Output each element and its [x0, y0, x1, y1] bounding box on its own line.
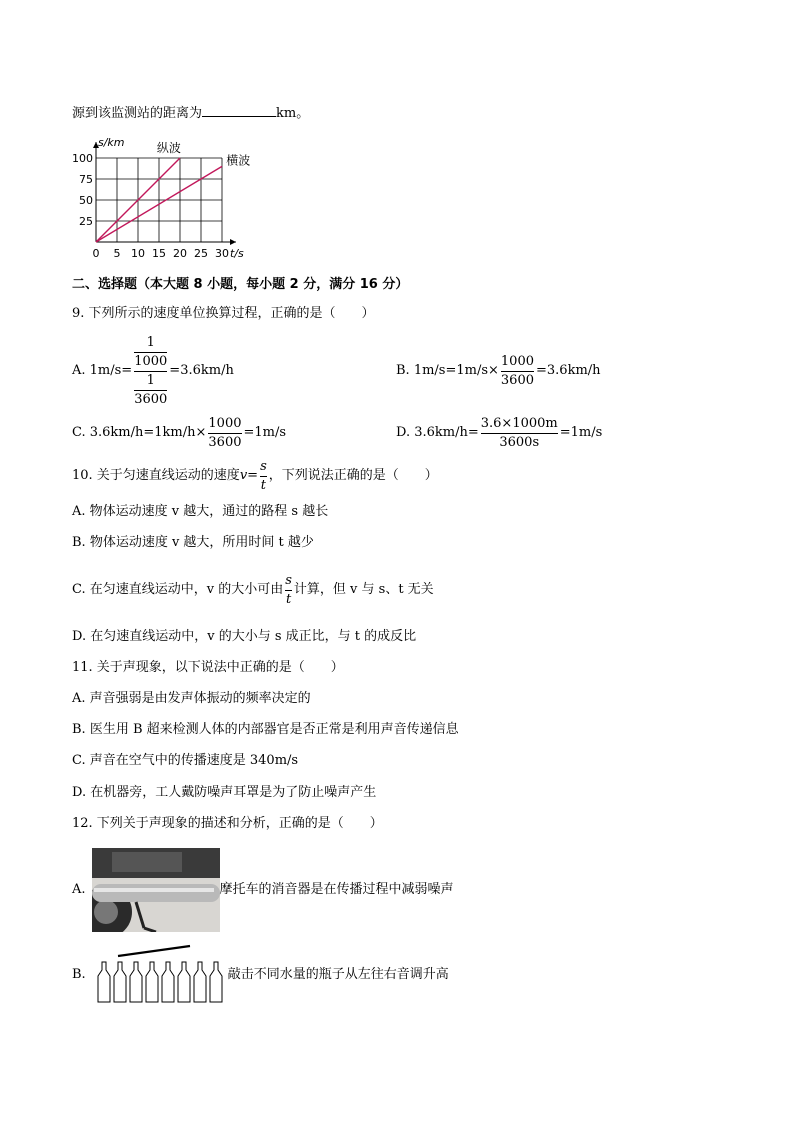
y-tick-label: 75	[79, 173, 93, 186]
x-tick-label: 25	[194, 247, 208, 260]
q9-a-top-den: 1000	[134, 353, 168, 369]
q9-b-den: 3600	[500, 372, 534, 388]
q12-b-text: 敲击不同水量的瓶子从左往右音调升高	[227, 967, 449, 982]
x-axis-label: t/s	[230, 247, 244, 260]
q9-c-pre: C. 3.6km/h=1km/h×	[72, 425, 207, 440]
q12-stem: 12. 下列关于声现象的描述和分析，正确的是（ ）	[72, 816, 383, 831]
q9-d-den: 3600s	[499, 434, 540, 450]
q12-a-text: 摩托车的消音器是在传播过程中减弱噪声	[219, 882, 454, 897]
q9-a-pre: A. 1m/s=	[72, 363, 133, 378]
q9-c-post: =1m/s	[243, 425, 287, 440]
q12-option-b[interactable]	[72, 942, 449, 1006]
x-tick-label: 5	[113, 247, 121, 260]
q10-c-t: t	[285, 591, 292, 607]
bottle	[210, 962, 222, 1002]
q10-stem-post: ，下列说法正确的是（ ）	[268, 468, 438, 483]
intro-unit: km。	[276, 106, 310, 121]
q9-b-num: 1000	[500, 353, 534, 369]
q10-option-d[interactable]: D. 在匀速直线运动中，v 的大小与 s 成正比，与 t 的成反比	[72, 629, 417, 644]
x-tick-label: 30	[215, 247, 229, 260]
q9-a-bot-den: 3600	[134, 391, 168, 407]
q9-option-c[interactable]	[72, 413, 286, 453]
wave-distance-time-chart	[70, 138, 260, 268]
bottle	[114, 962, 126, 1002]
q9-b-pre: B. 1m/s=1m/s×	[396, 363, 499, 378]
x-tick-label: 15	[152, 247, 166, 260]
q10-stem-pre: 10. 关于匀速直线运动的速度	[72, 468, 240, 483]
q9-a-top-num: 1	[146, 334, 155, 350]
y-tick-label: 100	[72, 152, 93, 165]
q9-stem: 9. 下列所示的速度单位换算过程，正确的是（ ）	[72, 306, 375, 321]
q9-d-post: =1m/s	[559, 425, 603, 440]
q11-option-a[interactable]: A. 声音强弱是由发声体振动的频率决定的	[72, 691, 311, 706]
bottle	[178, 962, 190, 1002]
bottle	[194, 962, 206, 1002]
q10-option-a[interactable]: A. 物体运动速度 v 越大，通过的路程 s 越长	[72, 504, 329, 519]
x-tick-label: 10	[131, 247, 145, 260]
q9-b-post: =3.6km/h	[536, 363, 601, 378]
q10-c-post: 计算，但 v 与 s、t 无关	[293, 582, 434, 597]
answer-blank[interactable]	[202, 104, 276, 117]
q10-v: v	[239, 468, 248, 483]
y-axis-label: s/km	[98, 138, 125, 149]
section-heading: 二、选择题（本大题 8 小题，每小题 2 分，满分 16 分）	[72, 277, 409, 292]
q10-c-pre: C. 在匀速直线运动中，v 的大小可由	[72, 582, 284, 597]
q12-b-label: B.	[72, 967, 86, 982]
intro-line	[72, 104, 309, 123]
series-label-transverse: 横波	[226, 153, 251, 168]
q9-d-pre: D. 3.6km/h=	[396, 425, 479, 440]
water-bottles-image	[94, 942, 228, 1006]
q11-option-b[interactable]: B. 医生用 B 超来检测人体的内部器官是否正常是利用声音传递信息	[72, 722, 459, 737]
q9-option-d[interactable]	[396, 413, 602, 453]
q10-eq: =	[247, 468, 259, 483]
q11-option-d[interactable]: D. 在机器旁，工人戴防噪声耳罩是为了防止噪声产生	[72, 785, 377, 800]
y-tick-label: 25	[79, 215, 93, 228]
q9-option-b[interactable]	[396, 351, 601, 391]
motorcycle-muffler-image	[92, 848, 220, 932]
bottle	[146, 962, 158, 1002]
q9-c-num: 1000	[208, 415, 242, 431]
x-tick-label: 0	[92, 247, 100, 260]
q9-c-den: 3600	[208, 434, 242, 450]
q10-s: s	[260, 458, 267, 474]
x-tick-label: 20	[173, 247, 187, 260]
q12-a-label: A.	[72, 882, 86, 897]
q11-stem: 11. 关于声现象，以下说法中正确的是（ ）	[72, 660, 344, 675]
q10-t: t	[260, 477, 267, 493]
q10-option-c[interactable]	[72, 570, 434, 610]
q10-fraction	[260, 458, 267, 495]
bottle	[130, 962, 142, 1002]
q10-stem	[72, 456, 438, 496]
q10-option-b[interactable]: B. 物体运动速度 v 越大，所用时间 t 越少	[72, 535, 314, 550]
series-label-longitudinal: 纵波	[156, 141, 181, 155]
q9-c-fraction	[208, 415, 241, 452]
q9-d-num: 3.6×1000m	[480, 415, 558, 431]
bottle	[162, 962, 174, 1002]
x-axis-arrow	[230, 239, 236, 245]
q9-a-bot-num: 1	[146, 372, 155, 388]
q9-a-compound-fraction	[134, 334, 167, 409]
y-tick-label: 50	[79, 194, 93, 207]
q11-option-c[interactable]: C. 声音在空气中的传播速度是 340m/s	[72, 753, 299, 768]
q9-a-post: =3.6km/h	[169, 363, 234, 378]
q9-b-fraction	[501, 353, 534, 390]
bottle	[98, 962, 110, 1002]
intro-text: 源到该监测站的距离为	[72, 106, 203, 121]
q9-option-a[interactable]	[72, 332, 234, 410]
q10-c-s: s	[285, 572, 292, 588]
q10-c-fraction	[285, 572, 292, 609]
q12-option-a[interactable]	[72, 848, 454, 932]
q9-d-fraction	[481, 415, 558, 452]
